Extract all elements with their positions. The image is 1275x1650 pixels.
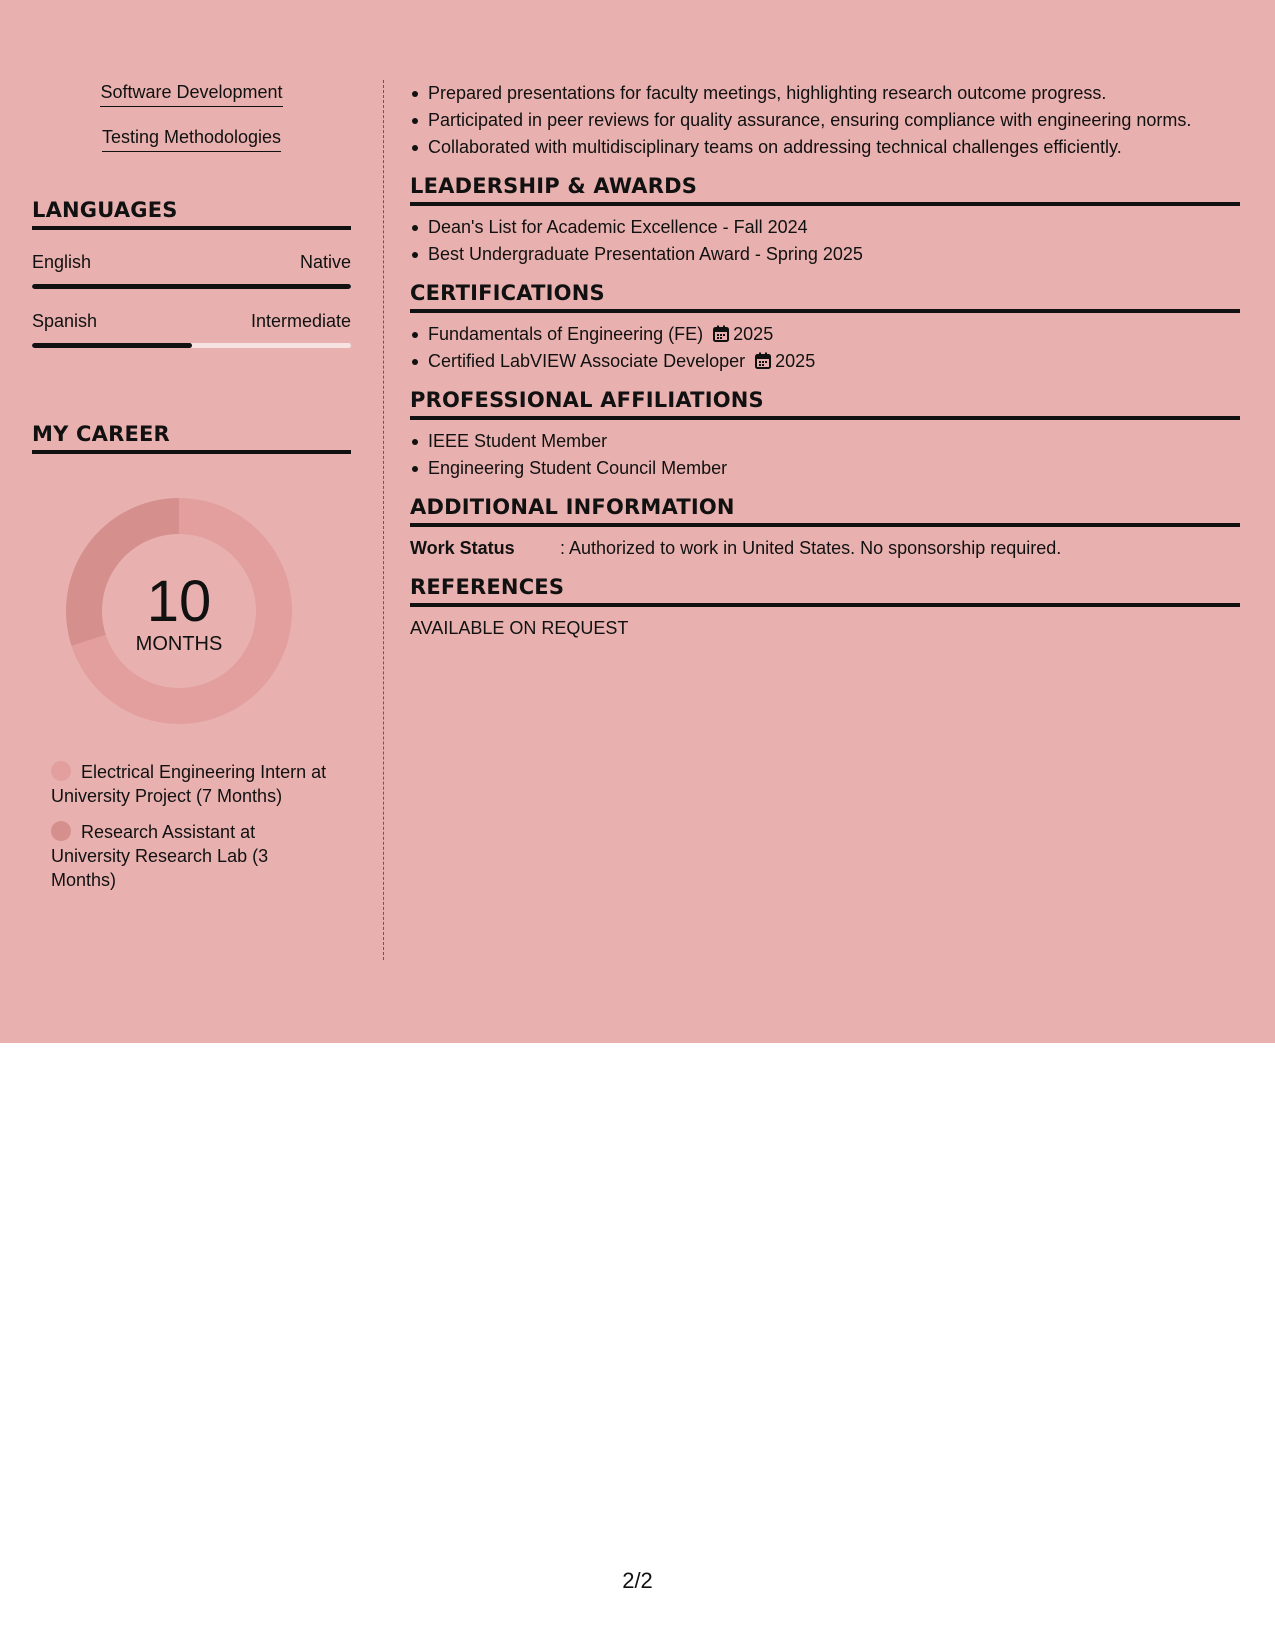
page-number: 2/2 [622, 1568, 653, 1593]
skill-tag: Software Development [100, 80, 282, 107]
list-item: Engineering Student Council Member [410, 455, 1240, 482]
list-item: Prepared presentations for faculty meetings, highlighting research outcome progress. [410, 80, 1240, 107]
work-status-row [410, 535, 1240, 562]
career-legend [51, 760, 331, 892]
legend-label: Electrical Engineering Intern at University Project (7 Months) [51, 762, 327, 806]
right-column [410, 80, 1240, 642]
donut-center [66, 498, 292, 724]
list-item: IEEE Student Member [410, 428, 1240, 455]
legend-item [51, 820, 331, 892]
legend-dot [51, 821, 71, 841]
list-item: Best Undergraduate Presentation Award - Spring 2025 [410, 241, 1240, 268]
leadership-section [410, 174, 1240, 268]
legend-item [51, 760, 331, 808]
skills-list [32, 80, 351, 170]
references-section [410, 575, 1240, 642]
language-proficiency-bar [32, 343, 351, 348]
affiliations-heading: PROFESSIONAL AFFILIATIONS [410, 388, 1240, 420]
languages-heading: LANGUAGES [32, 198, 351, 230]
references-text: AVAILABLE ON REQUEST [410, 618, 629, 638]
career-unit: MONTHS [135, 632, 223, 655]
list-item [410, 321, 1240, 348]
calendar-icon [755, 350, 771, 367]
additional-info-section [410, 495, 1240, 562]
certification-name: Certified LabVIEW Associate Developer [428, 351, 746, 371]
work-status-value: : Authorized to work in United States. No sponsorship required. [560, 538, 1062, 558]
affiliations-section [410, 388, 1240, 482]
skill-tag: Testing Methodologies [102, 125, 281, 152]
language-name: English [32, 252, 92, 272]
career-total: 10 [146, 568, 212, 634]
language-level: Intermediate [250, 311, 351, 331]
language-name: Spanish [32, 311, 98, 331]
certifications-heading: CERTIFICATIONS [410, 281, 1240, 313]
legend-label: Research Assistant at University Research Lab (3 Months) [51, 822, 269, 890]
left-column [32, 80, 351, 904]
calendar-icon [713, 323, 729, 340]
career-donut-chart [66, 498, 292, 724]
list-item: Participated in peer reviews for quality assurance, ensuring compliance with engineering norms. [410, 107, 1240, 134]
career-heading: MY CAREER [32, 422, 351, 454]
column-divider [383, 80, 384, 960]
leadership-heading: LEADERSHIP & AWARDS [410, 174, 1240, 206]
certification-year: 2025 [733, 324, 774, 344]
language-proficiency-fill [32, 343, 192, 348]
work-status-label: Work Status [410, 538, 515, 558]
language-level: Native [299, 252, 351, 272]
list-item: Dean's List for Academic Excellence - Fall 2024 [410, 214, 1240, 241]
certification-year: 2025 [775, 351, 816, 371]
language-proficiency-fill [32, 284, 351, 289]
language-spanish [32, 311, 351, 348]
certifications-section [410, 281, 1240, 375]
language-english [32, 252, 351, 289]
experience-bullets [410, 80, 1240, 161]
language-proficiency-bar [32, 284, 351, 289]
legend-dot [51, 761, 71, 781]
list-item: Collaborated with multidisciplinary teams on addressing technical challenges efficiently. [410, 134, 1240, 161]
references-heading: REFERENCES [410, 575, 1240, 607]
certification-name: Fundamentals of Engineering (FE) [428, 324, 704, 344]
list-item [410, 348, 1240, 375]
additional-info-heading: ADDITIONAL INFORMATION [410, 495, 1240, 527]
